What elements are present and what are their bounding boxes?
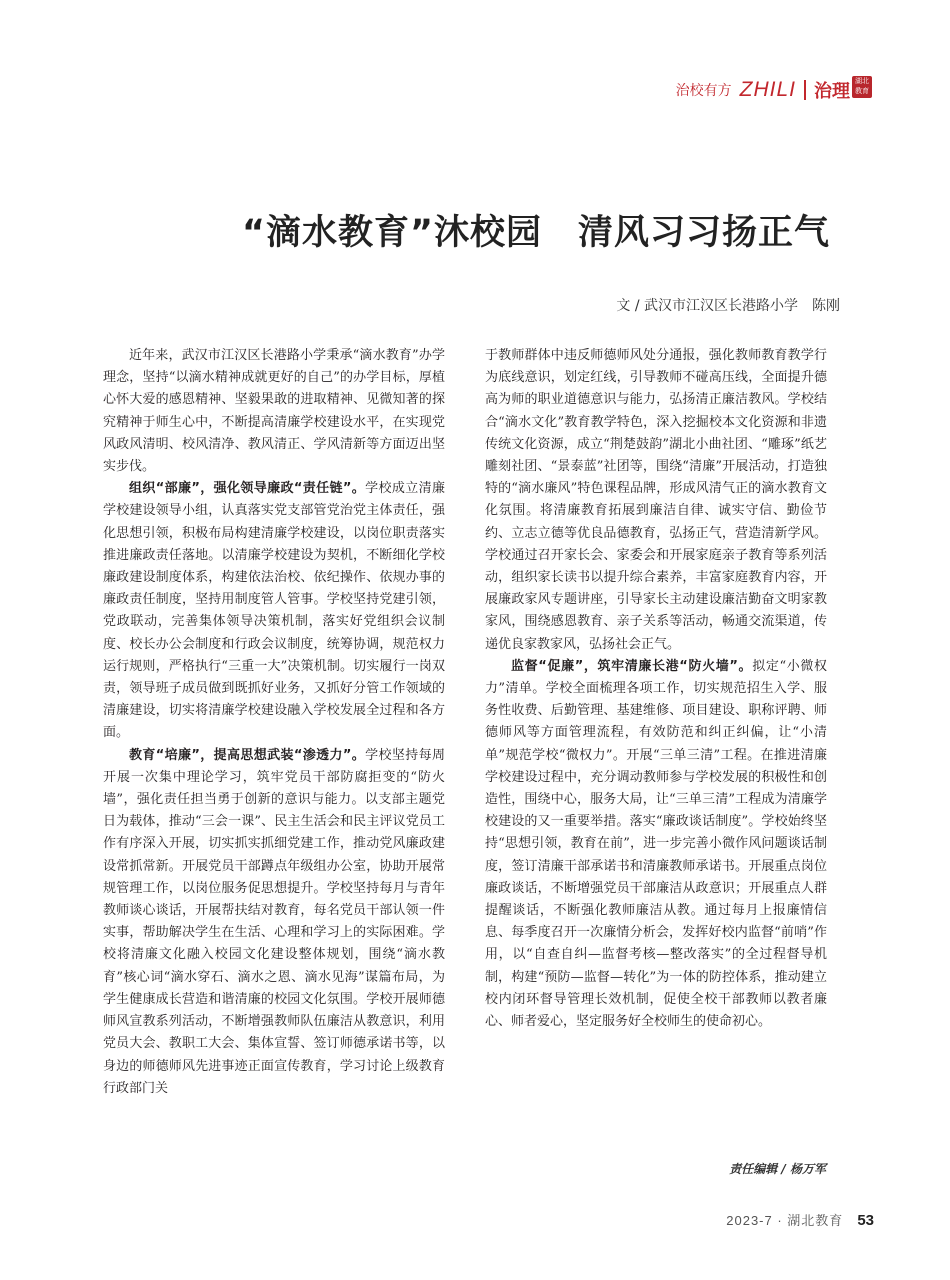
section-zh-label: 治理 [814, 81, 850, 102]
responsible-editor: 责任编辑 / 杨万军 [729, 1162, 826, 1176]
section-label: 治校有方 [675, 83, 732, 99]
text-column-left [103, 345, 445, 1185]
page-footer [726, 1210, 874, 1229]
paragraph-education-continued: 于教师群体中违反师德师风处分通报，强化教师教育教学行为底线意识，划定红线，引导教师不碰高压线，全面提升德高为师的职业道德意识与能力，弘扬清正廉洁教风。学校结合“滴水文化”教育教学特色，深入挖掘校本文化资源和非遗传统文化资源，成立“荆楚鼓韵”湖北小曲社团、“雕琢”纸艺雕刻社团、“景泰蓝”社团等，围绕“清廉”开展活动，打造独特的“滴水廉风”特色课程品牌，形成风清气正的滴水教育文化氛围。将清廉教育拓展到廉洁自律、诚实守信、勤俭节约、立志立德等优良品德教育，弘扬正气，营造清新学风。学校通过召开家长会、家委会和开展家庭亲子教育等系列活动，组织家长读书以提升综合素养，丰富家庭教育内容，开展廉政家风专题讲座，引导家长主动建设廉洁勤奋文明家教家风，围绕感恩教育、亲子关系等活动，畅通交流渠道，传递优良家教家风，弘扬社会正气。 [485, 348, 827, 652]
text-column-right [485, 345, 827, 1185]
article-byline: 文 / 武汉市江汉区长港路小学 陈刚 [616, 298, 840, 314]
paragraph-organization: 组织“部廉”，强化领导廉政“责任链”。学校成立清廉学校建设领导小组，认真落实党支部管党治党主体责任，强化思想引领，积极布局构建清廉学校建设，以岗位职责落实推进廉政责任落地。以清廉学校建设为契机，不断细化学校廉政建设制度体系，构建依法治校、依纪操作、依规办事的廉政责任制度，坚持用制度管人管事。学校坚持党建引领，党政联动，完善集体领导决策机制，落实好党组织会议制度、校长办公会制度和行政会议制度，统筹协调，规范权力运行规则，严格执行“三重一大”决策机制。切实履行一岗双责，领导班子成员做到既抓好业务，又抓好分管工作领域的清廉建设，切实将清廉学校建设融入学校发展全过程和各方面。 [103, 481, 445, 741]
magazine-seal-logo: 湖北教育 [852, 76, 872, 98]
paragraph-lead: 组织“部廉”，强化领导廉政“责任链”。 [129, 481, 366, 497]
page-number: 53 [857, 1212, 874, 1229]
paragraph-lead: 监督“促廉”，筑牢清廉长港“防火墙”。 [511, 658, 753, 674]
issue-info: 2023-7 · 湖北教育 [726, 1213, 844, 1228]
article-title: “滴水教育”沐校园 清风习习扬正气 [241, 213, 830, 253]
paragraph-lead: 教育“培廉”，提高思想武装“渗透力”。 [129, 747, 366, 763]
running-header [676, 78, 850, 102]
paragraph-supervision: 监督“促廉”，筑牢清廉长港“防火墙”。拟定“小微权力”清单。学校全面梳理各项工作，切实规范招生入学、服务性收费、后勤管理、基建维修、项目建设、职称评聘、师德师风等方面管理流程，有效防范和纠正纠偏，让“小清单”规范学校“微权力”。开展“三单三清”工程。在推进清廉学校建设过程中，充分调动教师参与学校发展的积极性和创造性，围绕中心，服务大局，让“三单三清”工程成为清廉学校建设的又一重要举措。落实“廉政谈话制度”。学校始终坚持“思想引领，教育在前”，进一步完善小微作风问题谈话制度，签订清廉干部承诺书和清廉教师承诺书。开展重点岗位廉政谈话，不断增强党员干部廉洁从政意识；开展重点人群提醒谈话，不断强化教师廉洁从教。通过每月上报廉情信息、每季度召开一次廉情分析会，发挥好校内监督“前哨”作用，以“自查自纠—监督考核—整改落实”的全过程督导机制，构建“预防—监督—转化”为一体的防控体系，推动建立校内闭环督导管理长效机制，促使全校干部教师以教者廉心、师者爱心，坚定服务好全校师生的使命初心。 [485, 658, 827, 1030]
section-latin: ZHILI [739, 78, 796, 101]
paragraph-intro: 近年来，武汉市江汉区长港路小学秉承“滴水教育”办学理念，坚持“以滴水精神成就更好的自己”的办学目标，厚植心怀大爱的感恩精神、坚毅果敢的进取精神、见微知著的探究精神于师生心中，不断提高清廉学校建设水平，在实现党风政风清明、校风清净、教风清正、学风清新等方面迈出坚实步伐。 [103, 348, 445, 475]
header-divider [804, 80, 806, 100]
paragraph-education: 教育“培廉”，提高思想武装“渗透力”。学校坚持每周开展一次集中理论学习，筑牢党员干部防腐拒变的“防火墙”，强化责任担当勇于创新的意识与能力。以支部主题党日为载体，推动“三会一课”、民主生活会和民主评议党员工作有序深入开展，切实抓实抓细党建工作，推动党风廉政建设常抓常新。开展党员干部蹲点年级组办公室，协助开展常规管理工作，以岗位服务促思想提升。学校坚持每月与青年教师谈心谈话，开展帮扶结对教育，每名党员干部认领一件实事，帮助解决学生在生活、心理和学习上的实际困难。学校将清廉文化融入校园文化建设整体规划，围绕“滴水教育”核心词“滴水穿石、滴水之恩、滴水见海”谋篇布局，为学生健康成长营造和谐清廉的校园文化氛围。学校开展师德师风宣教系列活动，不断增强教师队伍廉洁从教意识，利用党员大会、教职工大会、集体宣誓、签订师德承诺书等，以身边的师德师风先进事迹正面宣传教育，学习讨论上级教育行政部门关 [103, 747, 445, 1096]
